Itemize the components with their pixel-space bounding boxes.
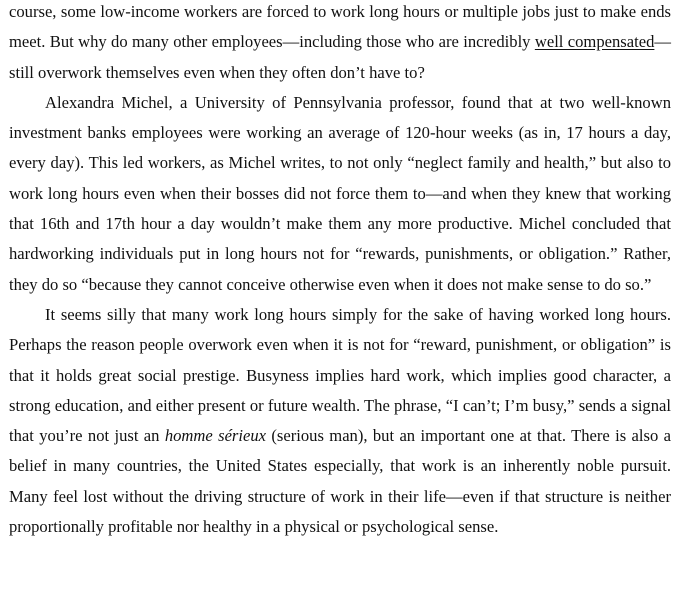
paragraph-michel-study: Alexandra Michel, a University of Pennsylvania professor, found that at two well-known investment banks employees were working an average of 120-hour weeks (as in, 17 hours a day, every day). This led workers, as Michel writes, to not only “neglect family and health,” but also to work long hours even when their bosses did not force them to—and when they knew that working that 16th and 17th hour a day wouldn’t make them any more productive. Michel concluded that hardworking individuals put in long hours not for “rewards, punishments, or obligation.” Rather, they do so “because they cannot conceive otherwise even when it does not make sense to do so.” bbox=[9, 92, 671, 294]
homme-serieux-phrase: homme sérieux bbox=[164, 426, 267, 446]
paragraph-overwork-question bbox=[9, 0, 671, 88]
paragraph-3-text-b: (serious man), but an important one at that. There is also a belief in many countries, the United States especially, that work is an inherently noble pursuit. Many feel lost without the driving structure of work in their life—even if that structure is neither proportionally profitable nor healthy in a physical or psychological sense. bbox=[9, 426, 671, 537]
paragraph-1-text-b: —still overwork themselves even when they often don’t have to? bbox=[9, 32, 671, 82]
paragraph-3-text-a: It seems silly that many work long hours simply for the sake of having worked long hours. Perhaps the reason people overwork even when it is not for “reward, punishment, or obligation” is that it holds great social prestige. Busyness implies hard work, which implies good character, a strong education, and either present or future wealth. The phrase, “I can’t; I’m busy,” sends a signal that you’re not just an bbox=[9, 304, 671, 446]
paragraph-social-prestige bbox=[9, 300, 671, 542]
document-page bbox=[9, 0, 671, 542]
paragraph-1-text-a: course, some low-income workers are forced to work long hours or multiple jobs just to make ends meet. But why do many other employees—including those who are incredibly bbox=[9, 2, 671, 52]
well-compensated-link[interactable]: well compensated bbox=[534, 32, 655, 52]
